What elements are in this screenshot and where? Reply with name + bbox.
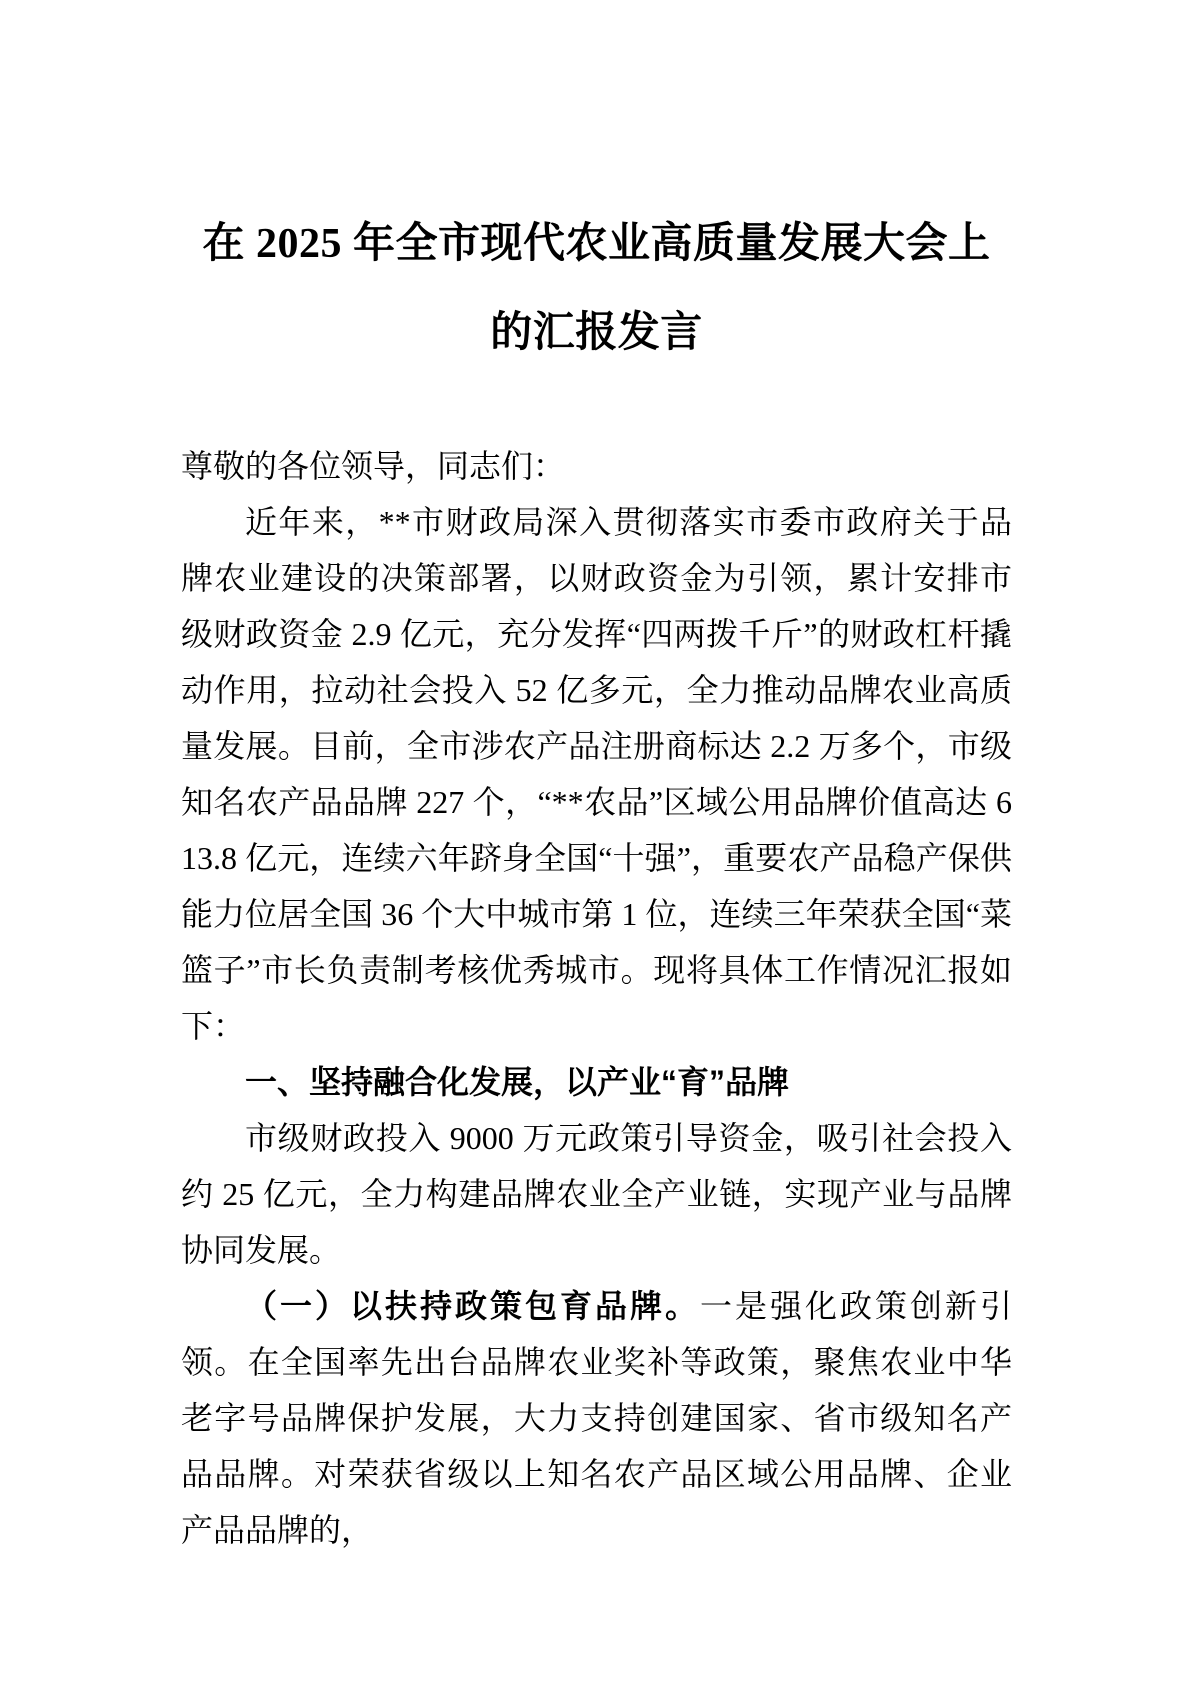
title-line-2: 的汇报发言 bbox=[490, 310, 703, 356]
subsection1-body: 在全国率先出台品牌农业奖补等政策，聚焦农业中华老字号品牌保护发展，大力支持创建国家、省市级知名产品品牌。对荣获省级以上知名农产品区域公用品牌、企业产品品牌的， bbox=[181, 1344, 1012, 1548]
paragraph-intro: 近年来，**市财政局深入贯彻落实市委市政府关于品牌农业建设的决策部署，以财政资金为引领，累计安排市级财政资金 2.9 亿元，充分发挥“四两拨千斤”的财政杠杆撬动作用，拉动社会投入 52 亿多元，全力推动品牌农业高质量发展。目前，全市涉农产品注册商标达 2.2 万多个，市级知名农产品品牌 227 个，“**农品”区域公用品牌价值高达 613.8 亿元，连续六年跻身全国“十强”，重要农产品稳产保供能力位居全国 36 个大中城市第 1 位，连续三年荣获全国“菜篮子”市长负责制考核优秀城市。现将具体工作情况汇报如下： bbox=[181, 504, 1012, 1044]
document-title bbox=[181, 200, 1012, 378]
subsection1-lead: （一）以扶持政策包育品牌。 bbox=[245, 1288, 700, 1324]
salutation: 尊敬的各位领导，同志们： bbox=[181, 448, 566, 484]
document-body bbox=[181, 438, 1012, 1558]
paragraph-section1-intro: 市级财政投入 9000 万元政策引导资金，吸引社会投入约 25 亿元，全力构建品牌农业全产业链，实现产业与品牌协同发展。 bbox=[181, 1120, 1012, 1268]
subsection1-emphasis: 一是强化政策创新引领。 bbox=[181, 1288, 1012, 1380]
section-heading-1: 一、坚持融合化发展，以产业“育”品牌 bbox=[245, 1064, 790, 1100]
paragraph-subsection1 bbox=[181, 1278, 1012, 1558]
title-line-1: 在 2025 年全市现代农业高质量发展大会上 bbox=[202, 221, 991, 267]
